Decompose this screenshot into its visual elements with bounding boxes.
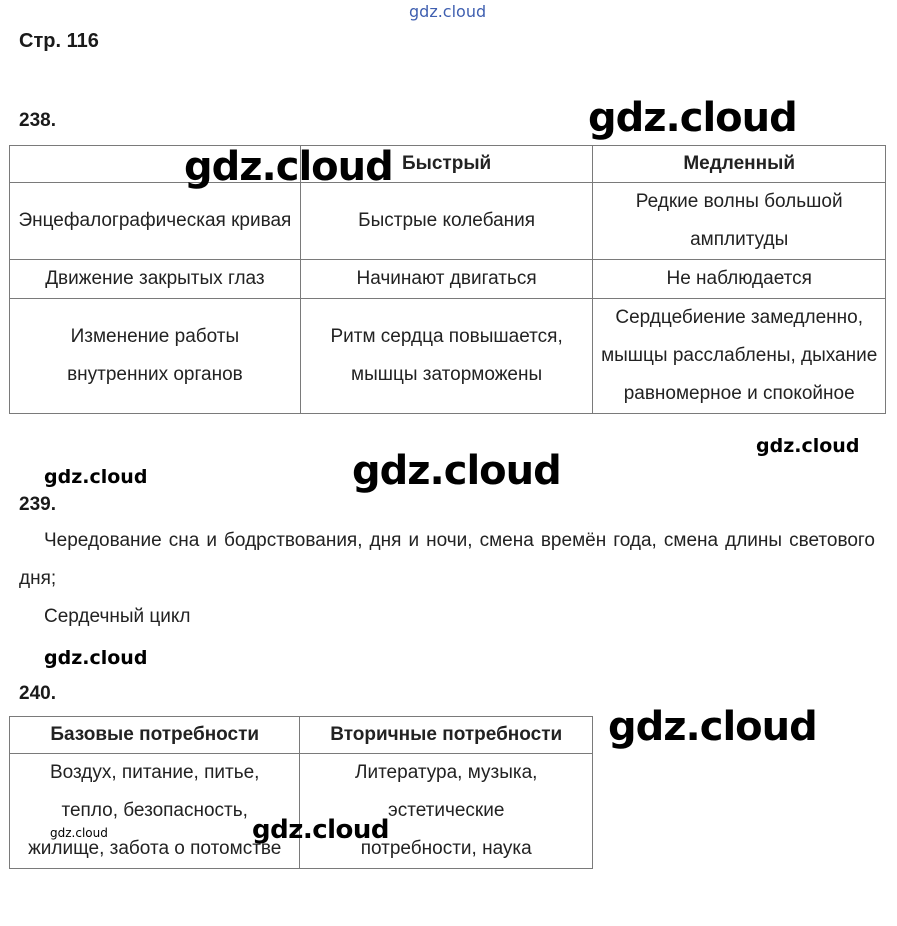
table-cell: Изменение работы внутренних органов — [10, 299, 301, 414]
watermark: gdz.cloud — [252, 815, 390, 845]
table-cell: Воздух, питание, питье, тепло, безопасность, жилище, забота о потомстве — [10, 754, 300, 869]
page-label: Стр. 116 — [19, 30, 99, 52]
header-cell: Базовые потребности — [10, 717, 300, 754]
table-cell: Ритм сердца повышается, мышцы заторможены — [300, 299, 593, 414]
task-239-number: 239. — [19, 494, 56, 515]
header-cell: Вторичные потребности — [300, 717, 593, 754]
header-cell: Медленный — [593, 146, 886, 183]
table-header-row — [10, 146, 886, 183]
needs-table — [9, 716, 593, 869]
header-cell: Быстрый — [300, 146, 593, 183]
table-cell: Не наблюдается — [593, 260, 886, 299]
table-cell: Редкие волны большой амплитуды — [593, 183, 886, 260]
table-cell: Быстрые колебания — [300, 183, 593, 260]
watermark: gdz.cloud — [352, 448, 561, 494]
watermark: gdz.cloud — [44, 466, 148, 488]
watermark: gdz.cloud — [608, 704, 817, 750]
table-cell: Энцефалографическая кривая — [10, 183, 301, 260]
table-row — [10, 183, 886, 260]
table-cell: Движение закрытых глаз — [10, 260, 301, 299]
task-239-paragraph: Чередование сна и бодрствования, дня и ночи, смена времён года, смена длины светового дня; — [19, 530, 875, 589]
watermark: gdz.cloud — [44, 647, 148, 669]
watermark: gdz.cloud — [184, 144, 393, 190]
table-cell: Литература, музыка, эстетические потребности, наука — [300, 754, 593, 869]
table-cell: Сердцебиение замедленно, мышцы расслаблены, дыхание равномерное и спокойное — [593, 299, 886, 414]
table-row — [10, 754, 593, 869]
watermark: gdz.cloud — [588, 95, 797, 141]
watermark: gdz.cloud — [50, 826, 108, 840]
task-240-number: 240. — [19, 683, 56, 704]
task-239-line: Сердечный цикл — [44, 606, 191, 627]
table-header-row — [10, 717, 593, 754]
task-238-number: 238. — [19, 110, 56, 131]
watermark: gdz.cloud — [756, 435, 860, 457]
watermark-top: gdz.cloud — [409, 2, 487, 21]
table-cell: Начинают двигаться — [300, 260, 593, 299]
table-row — [10, 299, 886, 414]
table-row — [10, 260, 886, 299]
sleep-phases-table — [9, 145, 886, 414]
